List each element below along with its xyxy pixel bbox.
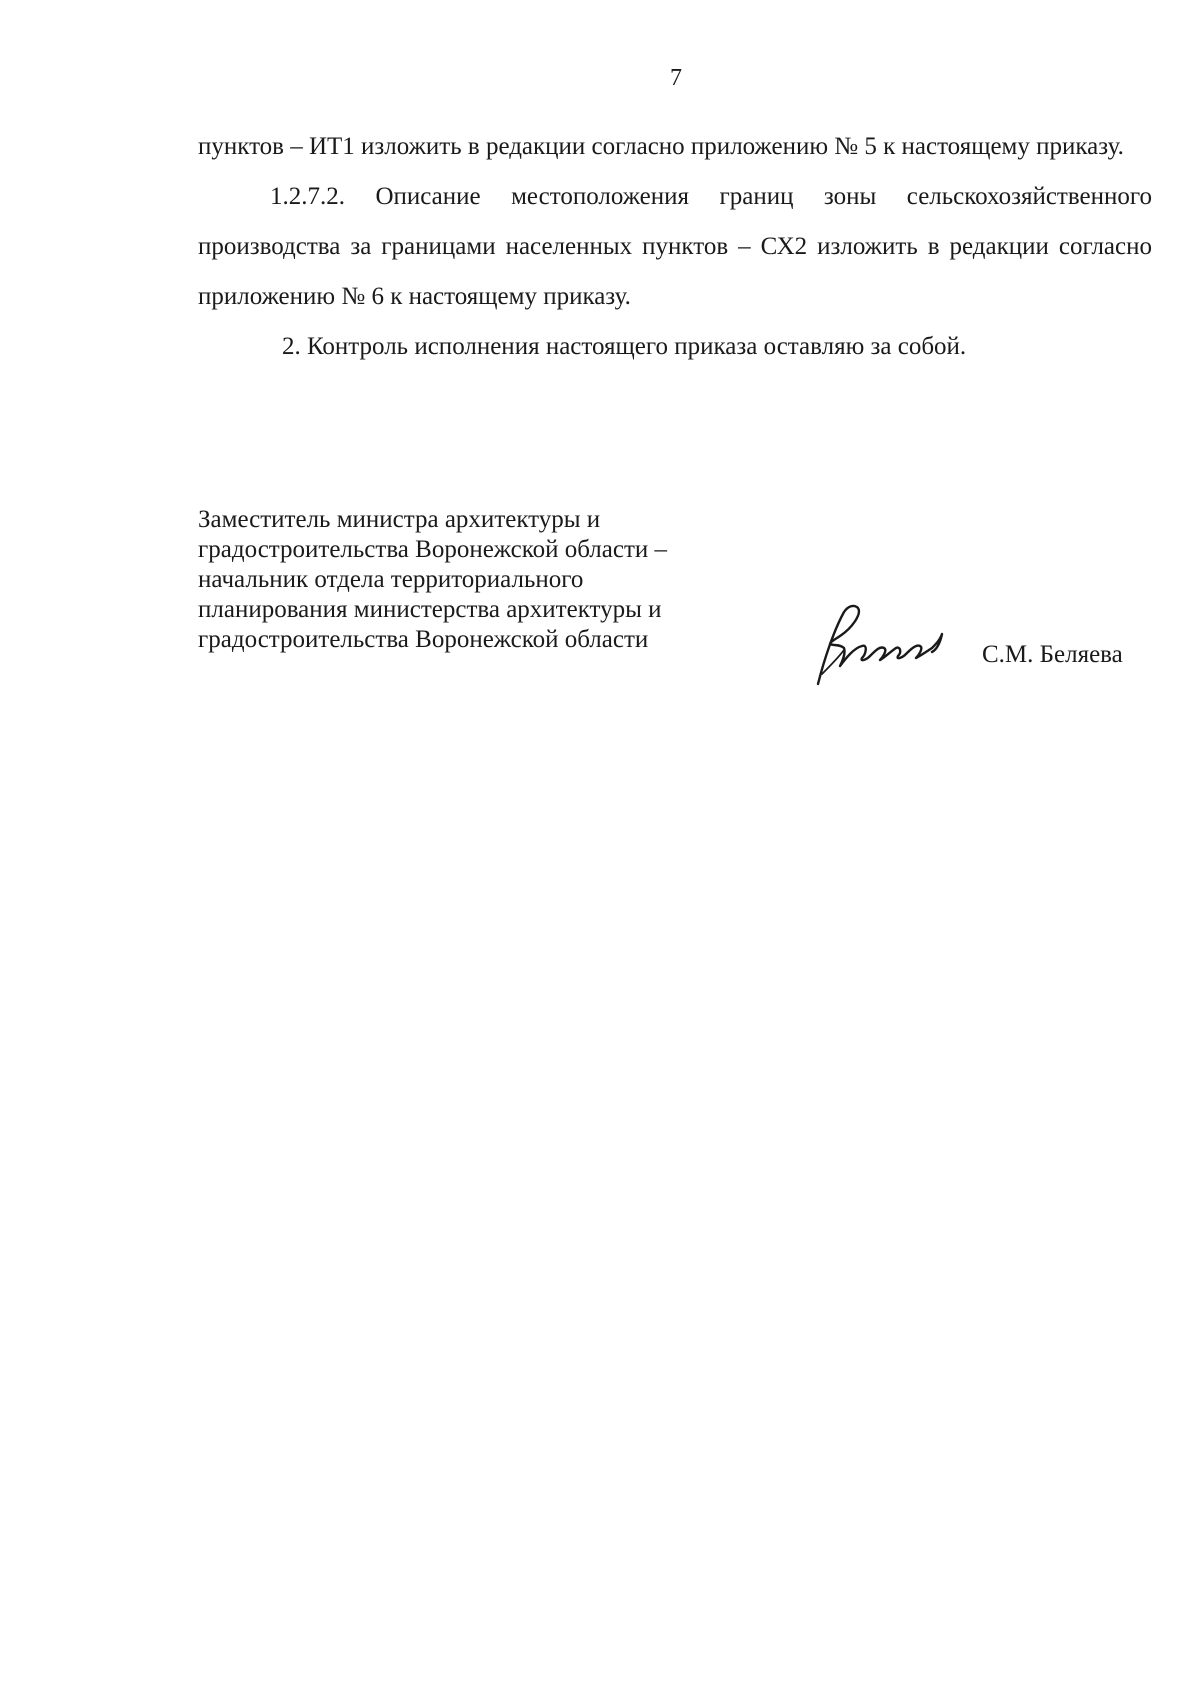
page-number: 7 xyxy=(670,65,682,91)
document-body xyxy=(198,122,1152,372)
position-line: планирования министерства архитектуры и xyxy=(198,596,662,623)
signer-name: С.М. Беляева xyxy=(982,641,1123,668)
position-line: градостроительства Воронежской области – xyxy=(198,536,668,563)
position-line: начальник отдела территориального xyxy=(198,566,584,593)
position-line: Заместитель министра архитектуры и xyxy=(198,506,601,533)
signatory-position xyxy=(198,505,758,655)
paragraph-item-1-2-7-2: 1.2.7.2. Описание местоположения границ зоны сельскохозяйственного производства за границами населенных пунктов – СХ2 изложить в редакции согласно приложению № 6 к настоящему приказу. xyxy=(198,183,1152,310)
paragraph-continuation: пунктов – ИТ1 изложить в редакции согласно приложению № 5 к настоящему приказу. xyxy=(198,133,1124,160)
position-line: градостроительства Воронежской области xyxy=(198,626,649,653)
paragraph-item-2: 2. Контроль исполнения настоящего приказа оставляю за собой. xyxy=(282,333,967,360)
handwritten-signature xyxy=(800,600,960,690)
